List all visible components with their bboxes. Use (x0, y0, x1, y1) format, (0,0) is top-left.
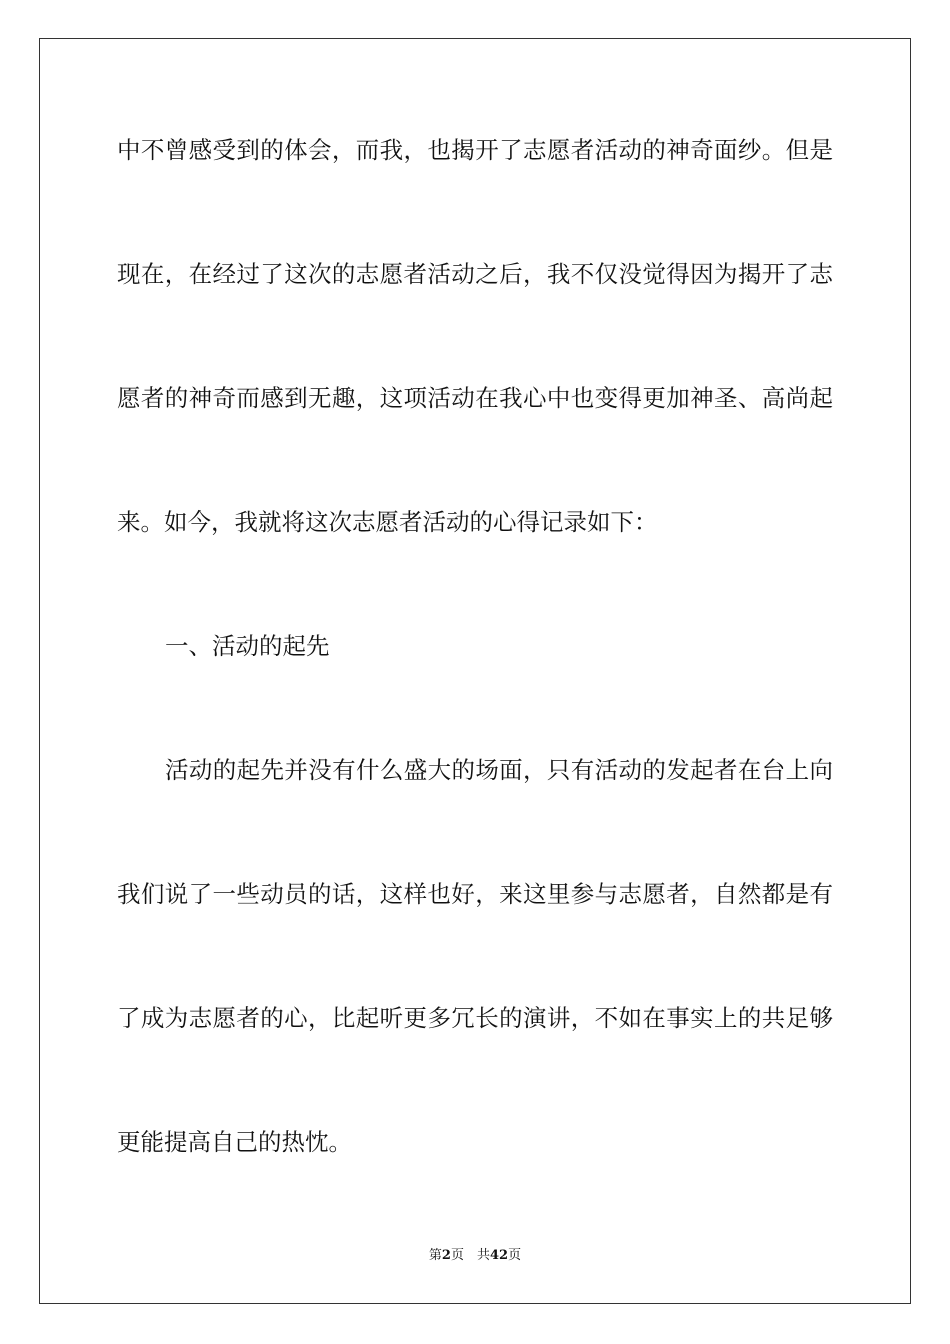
body-text-line-5: 活动的起先并没有什么盛大的场面，只有活动的发起者在台上向 (165, 756, 833, 784)
page-border (39, 38, 911, 1304)
body-text-line-6: 我们说了一些动员的话，这样也好，来这里参与志愿者，自然都是有 (117, 880, 833, 908)
body-text-line-7: 了成为志愿者的心，比起听更多冗长的演讲，不如在事实上的共足够 (117, 1004, 833, 1032)
body-text-line-1: 中不曾感受到的体会，而我，也揭开了志愿者活动的神奇面纱。但是 (117, 136, 833, 164)
footer-prefix: 第 (428, 1248, 442, 1263)
body-text-line-8: 更能提高自己的热忱。 (117, 1128, 352, 1156)
page-footer (0, 1247, 950, 1265)
body-text-line-3: 愿者的神奇而感到无趣，这项活动在我心中也变得更加神圣、高尚起 (117, 384, 833, 412)
body-text-line-2: 现在，在经过了这次的志愿者活动之后，我不仅没觉得因为揭开了志 (117, 260, 833, 288)
section-heading: 一、活动的起先 (165, 632, 330, 660)
body-text-line-4: 来。如今，我就将这次志愿者活动的心得记录如下： (117, 508, 658, 536)
current-page-number: 2 (441, 1248, 451, 1263)
footer-middle: 页 共 (450, 1248, 490, 1263)
footer-suffix: 页 (508, 1248, 522, 1263)
total-page-count: 42 (489, 1248, 509, 1263)
